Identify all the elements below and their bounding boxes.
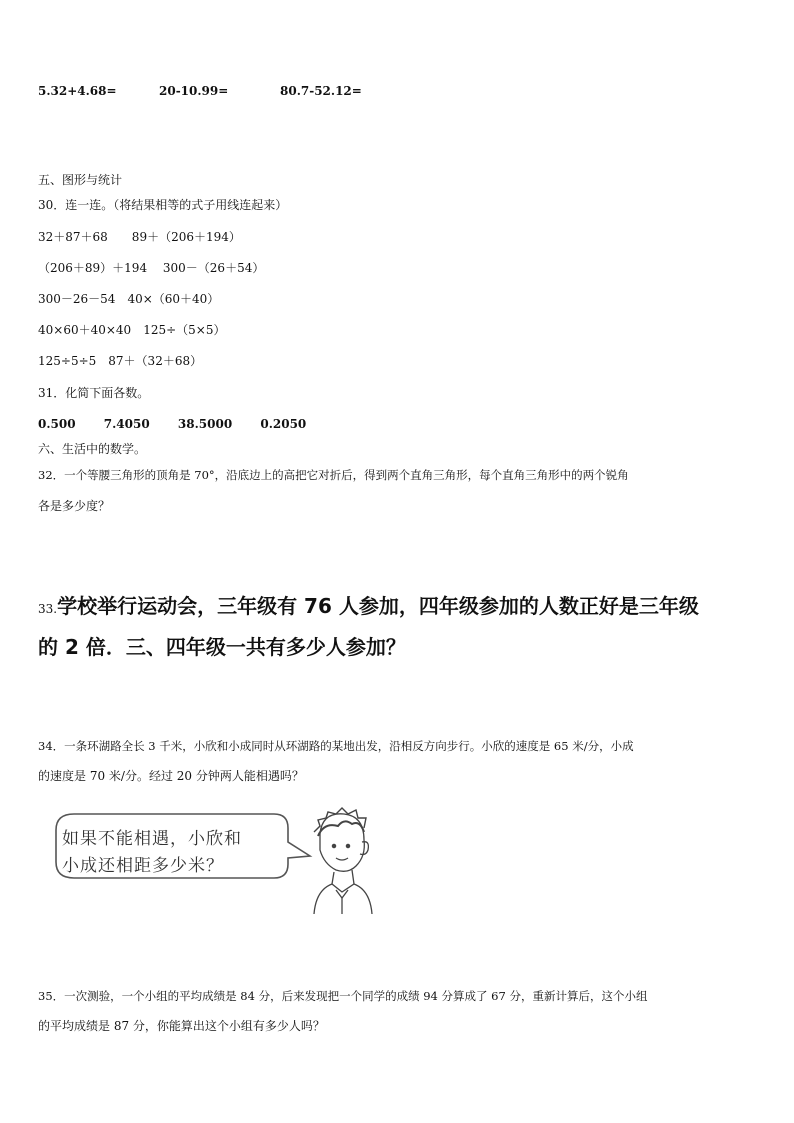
question-31-title: 31．化简下面各数。 <box>38 386 150 400</box>
calculation-3: 80.7-52.12= <box>280 84 362 98</box>
q32-line-1: 32．一个等腰三角形的顶角是 70°，沿底边上的高把它对折后，得到两个直角三角形，每个直角三角形中的两个锐角 <box>38 468 629 482</box>
q31-number-2: 7.4050 <box>103 417 150 431</box>
bubble-line-1: 如果不能相遇，小欣和 <box>62 829 242 849</box>
q35-line-1: 35．一次测验，一个小组的平均成绩是 84 分，后来发现把一个同学的成绩 94 分算成了 67 分，重新计算后，这个小组 <box>38 989 648 1003</box>
calculation-1: 5.32+4.68= <box>38 84 117 98</box>
q35-line-2: 的平均成绩是 87 分，你能算出这个小组有多少人吗？ <box>38 1019 325 1033</box>
q30-row-1: 32＋87＋68 89＋（206＋194） <box>38 230 241 244</box>
q34-line-2: 的速度是 70 米/分。经过 20 分钟两人能相遇吗？ <box>38 769 304 783</box>
q31-number-3: 38.5000 <box>177 417 233 431</box>
q30-row-2: （206＋89）＋194 300－（26＋54） <box>38 261 265 275</box>
q31-numbers <box>38 416 330 432</box>
q33-text-1: 学校举行运动会，三年级有 76 人参加，四年级参加的人数正好是三年级 <box>57 594 699 618</box>
q33-number: 33. <box>38 602 58 616</box>
section-5-title: 五、图形与统计 <box>38 173 123 187</box>
q31-number-4: 0.2050 <box>260 417 307 431</box>
boy-icon <box>314 808 372 914</box>
bubble-line-2: 小成还相距多少米？ <box>62 856 224 876</box>
question-30-title: 30．连一连。（将结果相等的式子用线连起来） <box>38 198 288 212</box>
q31-number-1: 0.500 <box>38 417 76 431</box>
calculation-row <box>38 83 538 99</box>
q30-row-3: 300－26－54 40×（60＋40） <box>38 292 220 306</box>
q32-line-2: 各是多少度？ <box>38 499 111 513</box>
q33-line-2: 的 2 倍．三、四年级一共有多少人参加？ <box>38 635 406 659</box>
section-6-title: 六、生活中的数学。 <box>38 442 147 456</box>
q34-line-1: 34．一条环湖路全长 3 千米，小欣和小成同时从环湖路的某地出发，沿相反方向步行。小欣的速度是 65 米/分，小成 <box>38 739 634 753</box>
calculation-2: 20-10.99= <box>159 84 229 98</box>
q33-line-1 <box>38 592 699 623</box>
q30-row-4: 40×60＋40×40 125÷（5×5） <box>38 323 226 337</box>
q30-row-5: 125÷5÷5 87＋（32＋68） <box>38 354 203 368</box>
